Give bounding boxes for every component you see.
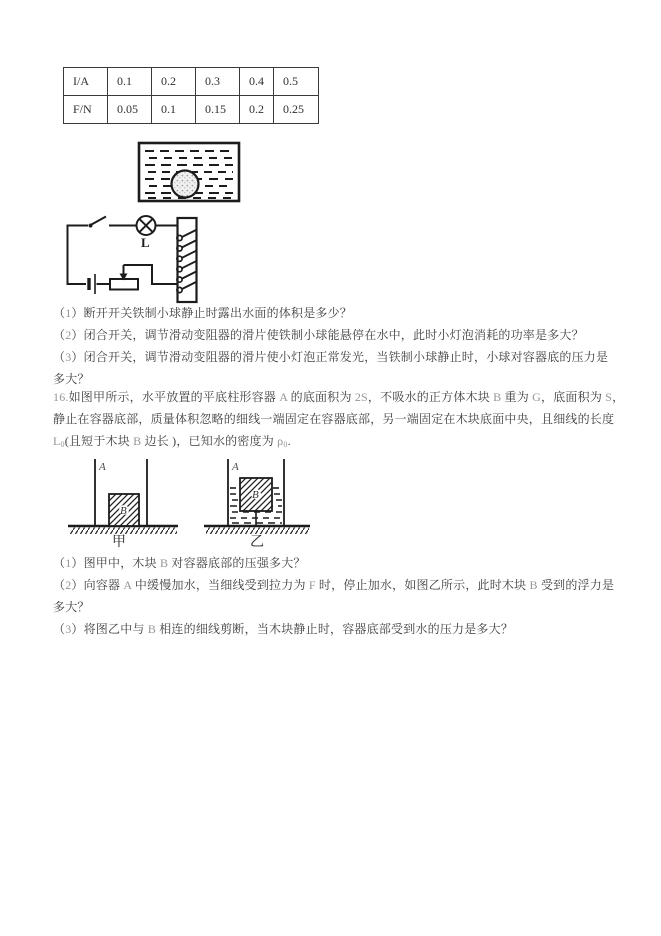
- text-line: [53, 386, 633, 408]
- text-segment: 对容器底部的压强多大？: [168, 556, 306, 570]
- text-segment: 受到的浮力是: [537, 578, 615, 592]
- container-label: A: [232, 461, 239, 473]
- text-segment: （: [53, 328, 66, 342]
- block-label: B: [120, 505, 127, 517]
- container-label: A: [99, 461, 106, 473]
- text-segment: 3: [65, 622, 72, 636]
- text-segment: ，不吸水的正方体木块: [367, 390, 494, 404]
- text-segment: G: [532, 390, 542, 404]
- text-segment: ρ: [277, 434, 284, 448]
- text-segment: 1: [65, 556, 72, 570]
- table-cell: 0.2: [240, 96, 274, 124]
- text-segment: A: [123, 578, 132, 592]
- rheostat-symbol: [110, 279, 138, 290]
- water-tank-figure: [136, 139, 242, 205]
- battery-symbol: [89, 274, 110, 294]
- question16-stem: [53, 386, 633, 452]
- text-segment: B: [133, 434, 142, 448]
- text-line: [53, 618, 633, 640]
- text-segment: F: [308, 578, 316, 592]
- text-segment: ）闭合开关，调节滑动变阻器的滑片使铁制小球能悬停在水中，此时小灯泡消耗的功率是多大？: [71, 328, 584, 342]
- text-segment: B: [160, 556, 169, 570]
- text-segment: ，底面积为: [541, 390, 606, 404]
- table-cell: 0.4: [240, 68, 274, 96]
- switch-icon: [89, 217, 137, 228]
- text-segment: (且短于木块: [64, 434, 134, 448]
- container-blocks-figure: [58, 450, 323, 554]
- figure-yi: [204, 459, 310, 550]
- text-segment: ）断开开关铁制小球静止时露出水面的体积是多少？: [71, 306, 353, 320]
- text-segment: L: [53, 434, 61, 448]
- text-segment: 3: [65, 350, 72, 364]
- text-segment: 边长 )，已知水的密度为: [141, 434, 278, 448]
- text-segment: 时，停止加水，如图乙所示，此时木块: [315, 578, 530, 592]
- block-label: B: [252, 489, 259, 501]
- lamp-symbol: [137, 216, 156, 235]
- text-segment: ）闭合开关，调节滑动变阻器的滑片使小灯泡正常发光，当铁制小球静止时，小球对容器底的压力是: [71, 350, 609, 364]
- text-segment: （: [53, 556, 66, 570]
- text-segment: 2S: [354, 390, 368, 404]
- ground-hatch: [70, 528, 177, 535]
- text-line: [53, 430, 633, 452]
- text-segment: 0: [60, 440, 65, 449]
- text-segment: 相连的细线剪断，当木块静止时，容器底部受到水的压力是多大？: [156, 622, 514, 636]
- question15-items: [53, 302, 633, 390]
- text-segment: （: [53, 306, 66, 320]
- text-segment: S: [605, 390, 613, 404]
- text-line: [53, 408, 633, 430]
- table-cell: 0.1: [152, 96, 196, 124]
- text-segment: 静止在容器底部，质量体积忽略的细线一端固定在容器底部，另一端固定在木块底面中央，且细线的长度: [53, 412, 615, 426]
- caption-yi: 乙: [250, 535, 264, 550]
- text-segment: （: [53, 350, 66, 364]
- text-segment: ）图甲中，木块: [71, 556, 161, 570]
- text-segment: 的底面积为: [287, 390, 355, 404]
- text-line: [53, 552, 633, 574]
- figure-jia: [68, 459, 178, 550]
- text-segment: （: [53, 622, 66, 636]
- iron-ball: [172, 171, 199, 198]
- table-cell: 0.2: [152, 68, 196, 96]
- text-segment: 多大？: [53, 372, 90, 386]
- text-segment: B: [147, 622, 157, 636]
- table-cell: 0.15: [196, 96, 240, 124]
- text-line: [53, 302, 633, 324]
- text-segment: 2: [65, 328, 72, 342]
- table-cell: 0.3: [196, 68, 240, 96]
- text-line: [53, 596, 633, 618]
- caption-jia: 甲: [112, 535, 126, 550]
- circuit-figure: [58, 208, 208, 310]
- circuit-wire-left: [68, 226, 89, 285]
- text-segment: 16.: [53, 390, 69, 404]
- lamp-label: L: [141, 235, 150, 250]
- measurement-table: [63, 67, 319, 124]
- table-cell: 0.5: [274, 68, 319, 96]
- text-segment: 如图甲所示，水平放置的平底柱形容器: [68, 390, 280, 404]
- text-segment: 多大？: [53, 600, 90, 614]
- text-segment: 中缓慢加水，当细线受到拉力为: [131, 578, 309, 592]
- table-row: [64, 96, 319, 124]
- text-segment: B: [529, 578, 538, 592]
- text-segment: 0: [283, 440, 288, 449]
- circuit-wire-bottom: [124, 265, 178, 284]
- text-segment: ）向容器: [71, 578, 124, 592]
- table-cell: I/A: [64, 68, 108, 96]
- table-cell: 0.05: [108, 96, 152, 124]
- question16-items: [53, 552, 633, 640]
- text-line: [53, 346, 633, 368]
- text-segment: A: [279, 390, 288, 404]
- text-line: [53, 324, 633, 346]
- table-cell: 0.1: [108, 68, 152, 96]
- text-segment: ，: [612, 390, 625, 404]
- measurement-table-body: [64, 68, 319, 124]
- text-segment: 重为: [501, 390, 533, 404]
- table-row: [64, 68, 319, 96]
- text-segment: .: [287, 434, 291, 448]
- text-line: [53, 574, 633, 596]
- table-cell: F/N: [64, 96, 108, 124]
- ground-hatch: [206, 528, 309, 535]
- text-segment: B: [493, 390, 502, 404]
- text-segment: 1: [65, 306, 72, 320]
- table-cell: 0.25: [274, 96, 319, 124]
- text-segment: 2: [65, 578, 72, 592]
- text-segment: （: [53, 578, 66, 592]
- text-segment: ）将图乙中与: [71, 622, 148, 636]
